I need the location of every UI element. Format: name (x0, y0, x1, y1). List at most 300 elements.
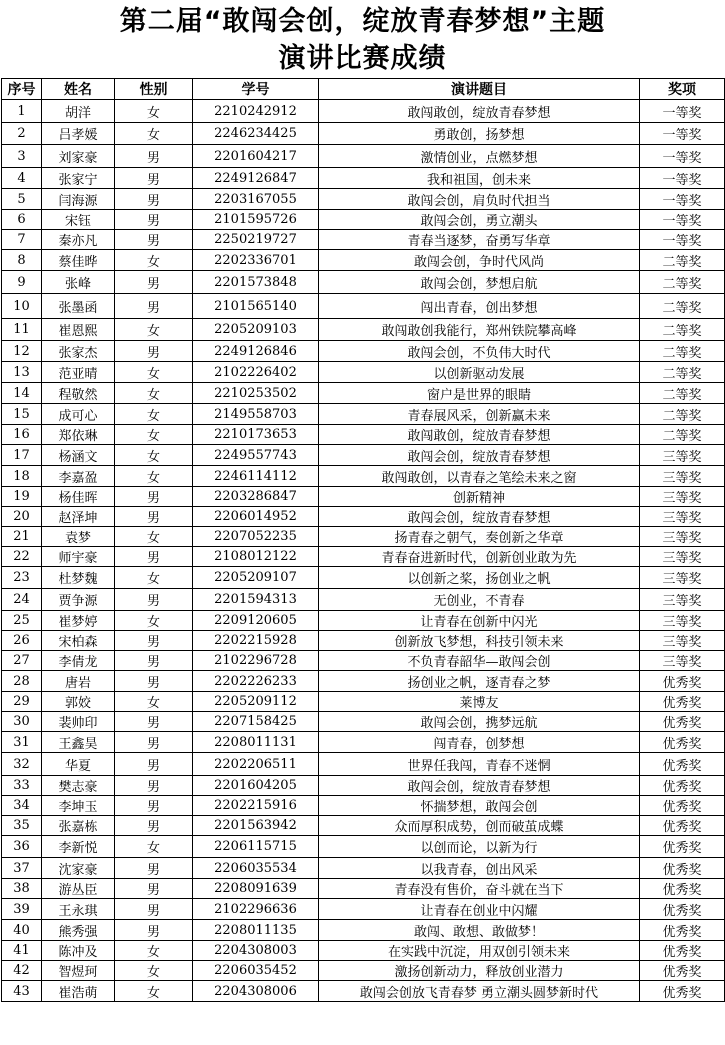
cell-award: 三等奖 (640, 487, 725, 507)
table-row (2, 567, 725, 589)
cell-gender: 女 (115, 123, 193, 145)
cell-gender: 男 (115, 671, 193, 692)
cell-index: 30 (2, 712, 42, 732)
cell-name: 裴帅印 (42, 712, 115, 732)
cell-topic: 扬青春之朝气，奏创新之华章 (319, 527, 640, 547)
cell-name: 吕孝媛 (42, 123, 115, 145)
cell-index: 41 (2, 941, 42, 961)
cell-award: 优秀奖 (640, 879, 725, 899)
cell-gender: 男 (115, 487, 193, 507)
cell-student-id: 2102226402 (193, 362, 319, 383)
header-student-id: 学号 (193, 79, 319, 100)
cell-name: 宋钰 (42, 210, 115, 230)
table-row (2, 230, 725, 250)
cell-topic: 敢闯会创，勇立潮头 (319, 210, 640, 230)
cell-award: 优秀奖 (640, 941, 725, 961)
table-row (2, 941, 725, 961)
cell-student-id: 2206115715 (193, 836, 319, 858)
cell-topic: 敢闯敢创，绽放青春梦想 (319, 100, 640, 123)
cell-name: 杜梦魏 (42, 567, 115, 589)
header-index: 序号 (2, 79, 42, 100)
cell-award: 二等奖 (640, 319, 725, 341)
cell-name: 蔡佳晔 (42, 250, 115, 271)
cell-gender: 女 (115, 445, 193, 466)
cell-name: 李嘉盈 (42, 466, 115, 487)
table-row (2, 250, 725, 271)
cell-topic: 激情创业，点燃梦想 (319, 145, 640, 168)
cell-student-id: 2207158425 (193, 712, 319, 732)
cell-index: 2 (2, 123, 42, 145)
table-row (2, 189, 725, 210)
cell-topic: 以创新之桨，扬创业之帆 (319, 567, 640, 589)
cell-name: 李倩龙 (42, 651, 115, 671)
cell-index: 33 (2, 776, 42, 796)
cell-index: 26 (2, 631, 42, 651)
cell-index: 14 (2, 383, 42, 404)
cell-index: 12 (2, 341, 42, 362)
cell-award: 二等奖 (640, 341, 725, 362)
cell-award: 优秀奖 (640, 836, 725, 858)
cell-award: 三等奖 (640, 547, 725, 567)
cell-topic: 创新精神 (319, 487, 640, 507)
cell-name: 张家宁 (42, 168, 115, 189)
cell-award: 优秀奖 (640, 981, 725, 1002)
cell-student-id: 2206014952 (193, 507, 319, 527)
cell-student-id: 2207052235 (193, 527, 319, 547)
cell-name: 崔梦婷 (42, 611, 115, 631)
table-row (2, 920, 725, 941)
cell-award: 三等奖 (640, 507, 725, 527)
cell-name: 张墨函 (42, 294, 115, 319)
cell-topic: 让青春在创业中闪耀 (319, 899, 640, 920)
cell-student-id: 2205209112 (193, 692, 319, 712)
cell-award: 二等奖 (640, 383, 725, 404)
cell-name: 崔恩熙 (42, 319, 115, 341)
cell-topic: 敢闯会创放飞青春梦 勇立潮头圆梦新时代 (319, 981, 640, 1002)
table-row (2, 100, 725, 123)
cell-award: 一等奖 (640, 189, 725, 210)
cell-gender: 女 (115, 100, 193, 123)
table-row (2, 547, 725, 567)
page-title-line1: 第二届“敢闯会创，绽放青春梦想”主题 (119, 6, 606, 37)
cell-gender: 男 (115, 631, 193, 651)
cell-name: 杨佳晖 (42, 487, 115, 507)
table-row (2, 776, 725, 796)
cell-student-id: 2101565140 (193, 294, 319, 319)
table-body (2, 100, 725, 1002)
cell-gender: 男 (115, 507, 193, 527)
cell-student-id: 2210253502 (193, 383, 319, 404)
cell-topic: 敢闯、敢想、敢做梦！ (319, 920, 640, 941)
cell-topic: 不负青春韶华—敢闯会创 (319, 651, 640, 671)
cell-award: 一等奖 (640, 100, 725, 123)
cell-student-id: 2202226233 (193, 671, 319, 692)
cell-topic: 青春没有售价，奋斗就在当下 (319, 879, 640, 899)
cell-award: 优秀奖 (640, 816, 725, 836)
cell-gender: 男 (115, 651, 193, 671)
cell-topic: 敢闯敢创我能行，郑州铁院攀高峰 (319, 319, 640, 341)
cell-index: 16 (2, 425, 42, 445)
cell-topic: 世界任我闯，青春不迷惘 (319, 753, 640, 776)
cell-award: 三等奖 (640, 567, 725, 589)
cell-award: 优秀奖 (640, 858, 725, 879)
cell-gender: 女 (115, 250, 193, 271)
cell-topic: 敢闯敢创，以青春之笔绘未来之窗 (319, 466, 640, 487)
cell-name: 樊志豪 (42, 776, 115, 796)
cell-award: 优秀奖 (640, 671, 725, 692)
table-row (2, 168, 725, 189)
cell-topic: 怀揣梦想，敢闯会创 (319, 796, 640, 816)
table-row (2, 796, 725, 816)
cell-name: 李坤玉 (42, 796, 115, 816)
table-row (2, 507, 725, 527)
table-row (2, 362, 725, 383)
cell-gender: 女 (115, 961, 193, 981)
cell-topic: 敢闯会创，绽放青春梦想 (319, 776, 640, 796)
cell-name: 游丛臣 (42, 879, 115, 899)
cell-gender: 男 (115, 920, 193, 941)
cell-topic: 闯青春，创梦想 (319, 732, 640, 753)
table-row (2, 466, 725, 487)
cell-name: 范亚晴 (42, 362, 115, 383)
cell-name: 崔浩萌 (42, 981, 115, 1002)
cell-index: 39 (2, 899, 42, 920)
cell-index: 3 (2, 145, 42, 168)
cell-student-id: 2246114112 (193, 466, 319, 487)
cell-student-id: 2201563942 (193, 816, 319, 836)
cell-name: 沈家豪 (42, 858, 115, 879)
cell-award: 三等奖 (640, 466, 725, 487)
cell-index: 11 (2, 319, 42, 341)
header-name: 姓名 (42, 79, 115, 100)
cell-index: 10 (2, 294, 42, 319)
cell-name: 华夏 (42, 753, 115, 776)
table-row (2, 836, 725, 858)
table-row (2, 589, 725, 611)
cell-gender: 男 (115, 210, 193, 230)
cell-topic: 让青春在创新中闪光 (319, 611, 640, 631)
cell-award: 二等奖 (640, 294, 725, 319)
cell-index: 24 (2, 589, 42, 611)
cell-award: 二等奖 (640, 425, 725, 445)
cell-gender: 男 (115, 294, 193, 319)
cell-topic: 以创而论，以新为行 (319, 836, 640, 858)
cell-index: 36 (2, 836, 42, 858)
cell-student-id: 2209120605 (193, 611, 319, 631)
cell-index: 15 (2, 404, 42, 425)
cell-topic: 敢闯会创，梦想启航 (319, 271, 640, 294)
cell-gender: 女 (115, 836, 193, 858)
cell-index: 20 (2, 507, 42, 527)
cell-topic: 以创新驱动发展 (319, 362, 640, 383)
cell-topic: 众而厚积成势，创而破茧成蝶 (319, 816, 640, 836)
table-row (2, 651, 725, 671)
cell-name: 师宇豪 (42, 547, 115, 567)
cell-index: 21 (2, 527, 42, 547)
cell-topic: 在实践中沉淀，用双创引领未来 (319, 941, 640, 961)
cell-topic: 青春当逐梦，奋勇写华章 (319, 230, 640, 250)
cell-topic: 闯出青春，创出梦想 (319, 294, 640, 319)
header-award: 奖项 (640, 79, 725, 100)
cell-index: 13 (2, 362, 42, 383)
cell-award: 三等奖 (640, 445, 725, 466)
cell-name: 成可心 (42, 404, 115, 425)
cell-student-id: 2102296636 (193, 899, 319, 920)
cell-topic: 莱博友 (319, 692, 640, 712)
cell-gender: 男 (115, 230, 193, 250)
cell-student-id: 2249126846 (193, 341, 319, 362)
cell-name: 郑依琳 (42, 425, 115, 445)
table-row (2, 319, 725, 341)
table-row (2, 404, 725, 425)
cell-topic: 敢闯会创，不负伟大时代 (319, 341, 640, 362)
cell-award: 优秀奖 (640, 692, 725, 712)
cell-student-id: 2205209103 (193, 319, 319, 341)
cell-gender: 男 (115, 732, 193, 753)
cell-gender: 男 (115, 547, 193, 567)
cell-topic: 敢闯会创，绽放青春梦想 (319, 507, 640, 527)
cell-student-id: 2202215928 (193, 631, 319, 651)
cell-student-id: 2250219727 (193, 230, 319, 250)
cell-gender: 女 (115, 319, 193, 341)
cell-name: 程敬然 (42, 383, 115, 404)
cell-topic: 敢闯敢创，绽放青春梦想 (319, 425, 640, 445)
cell-gender: 女 (115, 941, 193, 961)
cell-award: 优秀奖 (640, 796, 725, 816)
table-row (2, 899, 725, 920)
cell-award: 一等奖 (640, 123, 725, 145)
cell-topic: 创新放飞梦想，科技引领未来 (319, 631, 640, 651)
table-row (2, 631, 725, 651)
cell-index: 9 (2, 271, 42, 294)
cell-index: 1 (2, 100, 42, 123)
table-header-row (2, 79, 725, 100)
cell-index: 25 (2, 611, 42, 631)
cell-index: 28 (2, 671, 42, 692)
cell-index: 42 (2, 961, 42, 981)
cell-name: 张峰 (42, 271, 115, 294)
cell-index: 22 (2, 547, 42, 567)
table-row (2, 732, 725, 753)
cell-award: 一等奖 (640, 230, 725, 250)
cell-gender: 男 (115, 271, 193, 294)
cell-award: 二等奖 (640, 404, 725, 425)
cell-student-id: 2205209107 (193, 567, 319, 589)
cell-name: 杨涵文 (42, 445, 115, 466)
cell-gender: 男 (115, 589, 193, 611)
page-title-line2: 演讲比赛成绩 (278, 43, 447, 74)
header-topic: 演讲题目 (319, 79, 640, 100)
cell-student-id: 2203286847 (193, 487, 319, 507)
cell-student-id: 2208011131 (193, 732, 319, 753)
cell-topic: 敢闯会创，肩负时代担当 (319, 189, 640, 210)
table-row (2, 425, 725, 445)
cell-student-id: 2202206511 (193, 753, 319, 776)
cell-gender: 男 (115, 816, 193, 836)
cell-index: 35 (2, 816, 42, 836)
cell-student-id: 2201573848 (193, 271, 319, 294)
cell-student-id: 2206035534 (193, 858, 319, 879)
cell-student-id: 2101595726 (193, 210, 319, 230)
table-row (2, 961, 725, 981)
cell-name: 张家杰 (42, 341, 115, 362)
cell-topic: 我和祖国，创未来 (319, 168, 640, 189)
cell-gender: 男 (115, 776, 193, 796)
cell-student-id: 2149558703 (193, 404, 319, 425)
cell-name: 熊秀强 (42, 920, 115, 941)
cell-topic: 敢闯会创，携梦远航 (319, 712, 640, 732)
cell-gender: 女 (115, 362, 193, 383)
cell-gender: 女 (115, 383, 193, 404)
cell-award: 优秀奖 (640, 732, 725, 753)
cell-topic: 青春展风采，创新赢未来 (319, 404, 640, 425)
cell-award: 三等奖 (640, 631, 725, 651)
cell-award: 三等奖 (640, 527, 725, 547)
cell-topic: 敢闯会创，绽放青春梦想 (319, 445, 640, 466)
cell-student-id: 2204308006 (193, 981, 319, 1002)
cell-index: 8 (2, 250, 42, 271)
cell-student-id: 2246234425 (193, 123, 319, 145)
table-row (2, 858, 725, 879)
cell-student-id: 2202215916 (193, 796, 319, 816)
cell-award: 二等奖 (640, 362, 725, 383)
cell-gender: 女 (115, 466, 193, 487)
cell-gender: 女 (115, 425, 193, 445)
cell-student-id: 2201604217 (193, 145, 319, 168)
cell-index: 23 (2, 567, 42, 589)
cell-student-id: 2108012122 (193, 547, 319, 567)
cell-index: 5 (2, 189, 42, 210)
table-row (2, 294, 725, 319)
cell-gender: 男 (115, 145, 193, 168)
cell-topic: 扬创业之帆，逐青春之梦 (319, 671, 640, 692)
cell-award: 优秀奖 (640, 776, 725, 796)
cell-gender: 男 (115, 341, 193, 362)
cell-award: 二等奖 (640, 271, 725, 294)
cell-name: 闫海源 (42, 189, 115, 210)
table-row (2, 981, 725, 1002)
cell-student-id: 2202336701 (193, 250, 319, 271)
cell-award: 优秀奖 (640, 961, 725, 981)
table-row (2, 210, 725, 230)
cell-name: 王永琪 (42, 899, 115, 920)
cell-index: 7 (2, 230, 42, 250)
cell-name: 智煜珂 (42, 961, 115, 981)
cell-index: 40 (2, 920, 42, 941)
cell-award: 优秀奖 (640, 920, 725, 941)
cell-index: 37 (2, 858, 42, 879)
cell-index: 34 (2, 796, 42, 816)
cell-gender: 男 (115, 712, 193, 732)
cell-student-id: 2201604205 (193, 776, 319, 796)
cell-student-id: 2208091639 (193, 879, 319, 899)
table-row (2, 341, 725, 362)
cell-gender: 男 (115, 796, 193, 816)
cell-student-id: 2206035452 (193, 961, 319, 981)
cell-index: 17 (2, 445, 42, 466)
cell-index: 38 (2, 879, 42, 899)
cell-student-id: 2208011135 (193, 920, 319, 941)
cell-award: 三等奖 (640, 651, 725, 671)
table-row (2, 383, 725, 404)
table-row (2, 611, 725, 631)
table-row (2, 671, 725, 692)
cell-gender: 女 (115, 611, 193, 631)
cell-name: 宋柏森 (42, 631, 115, 651)
cell-topic: 青春奋进新时代，创新创业敢为先 (319, 547, 640, 567)
cell-gender: 男 (115, 753, 193, 776)
table-row (2, 753, 725, 776)
cell-name: 郭姣 (42, 692, 115, 712)
cell-name: 李新悦 (42, 836, 115, 858)
cell-index: 29 (2, 692, 42, 712)
cell-index: 32 (2, 753, 42, 776)
cell-award: 一等奖 (640, 168, 725, 189)
cell-gender: 男 (115, 168, 193, 189)
cell-award: 二等奖 (640, 250, 725, 271)
cell-name: 赵泽坤 (42, 507, 115, 527)
cell-award: 优秀奖 (640, 899, 725, 920)
cell-index: 27 (2, 651, 42, 671)
cell-student-id: 2201594313 (193, 589, 319, 611)
table-row (2, 527, 725, 547)
cell-index: 43 (2, 981, 42, 1002)
cell-name: 张嘉栋 (42, 816, 115, 836)
cell-gender: 女 (115, 404, 193, 425)
page-header (0, 0, 725, 78)
cell-gender: 男 (115, 879, 193, 899)
cell-gender: 女 (115, 692, 193, 712)
table-row (2, 271, 725, 294)
cell-topic: 以我青春，创出风采 (319, 858, 640, 879)
cell-student-id: 2249126847 (193, 168, 319, 189)
cell-student-id: 2203167055 (193, 189, 319, 210)
cell-name: 刘家豪 (42, 145, 115, 168)
cell-gender: 男 (115, 899, 193, 920)
cell-topic: 窗户是世界的眼睛 (319, 383, 640, 404)
cell-name: 袁梦 (42, 527, 115, 547)
cell-topic: 激扬创新动力，释放创业潜力 (319, 961, 640, 981)
cell-index: 18 (2, 466, 42, 487)
table-row (2, 123, 725, 145)
cell-index: 19 (2, 487, 42, 507)
results-table (1, 78, 725, 1002)
cell-student-id: 2249557743 (193, 445, 319, 466)
cell-index: 6 (2, 210, 42, 230)
cell-award: 优秀奖 (640, 753, 725, 776)
table-row (2, 879, 725, 899)
cell-topic: 无创业，不青春 (319, 589, 640, 611)
table-row (2, 487, 725, 507)
table-row (2, 445, 725, 466)
cell-award: 优秀奖 (640, 712, 725, 732)
cell-student-id: 2210173653 (193, 425, 319, 445)
table-row (2, 145, 725, 168)
header-gender: 性别 (115, 79, 193, 100)
cell-award: 一等奖 (640, 210, 725, 230)
cell-award: 一等奖 (640, 145, 725, 168)
cell-index: 4 (2, 168, 42, 189)
cell-gender: 男 (115, 189, 193, 210)
cell-name: 王鑫昊 (42, 732, 115, 753)
cell-student-id: 2210242912 (193, 100, 319, 123)
cell-index: 31 (2, 732, 42, 753)
cell-gender: 女 (115, 567, 193, 589)
cell-student-id: 2204308003 (193, 941, 319, 961)
cell-award: 三等奖 (640, 611, 725, 631)
cell-gender: 女 (115, 527, 193, 547)
cell-name: 陈冲及 (42, 941, 115, 961)
